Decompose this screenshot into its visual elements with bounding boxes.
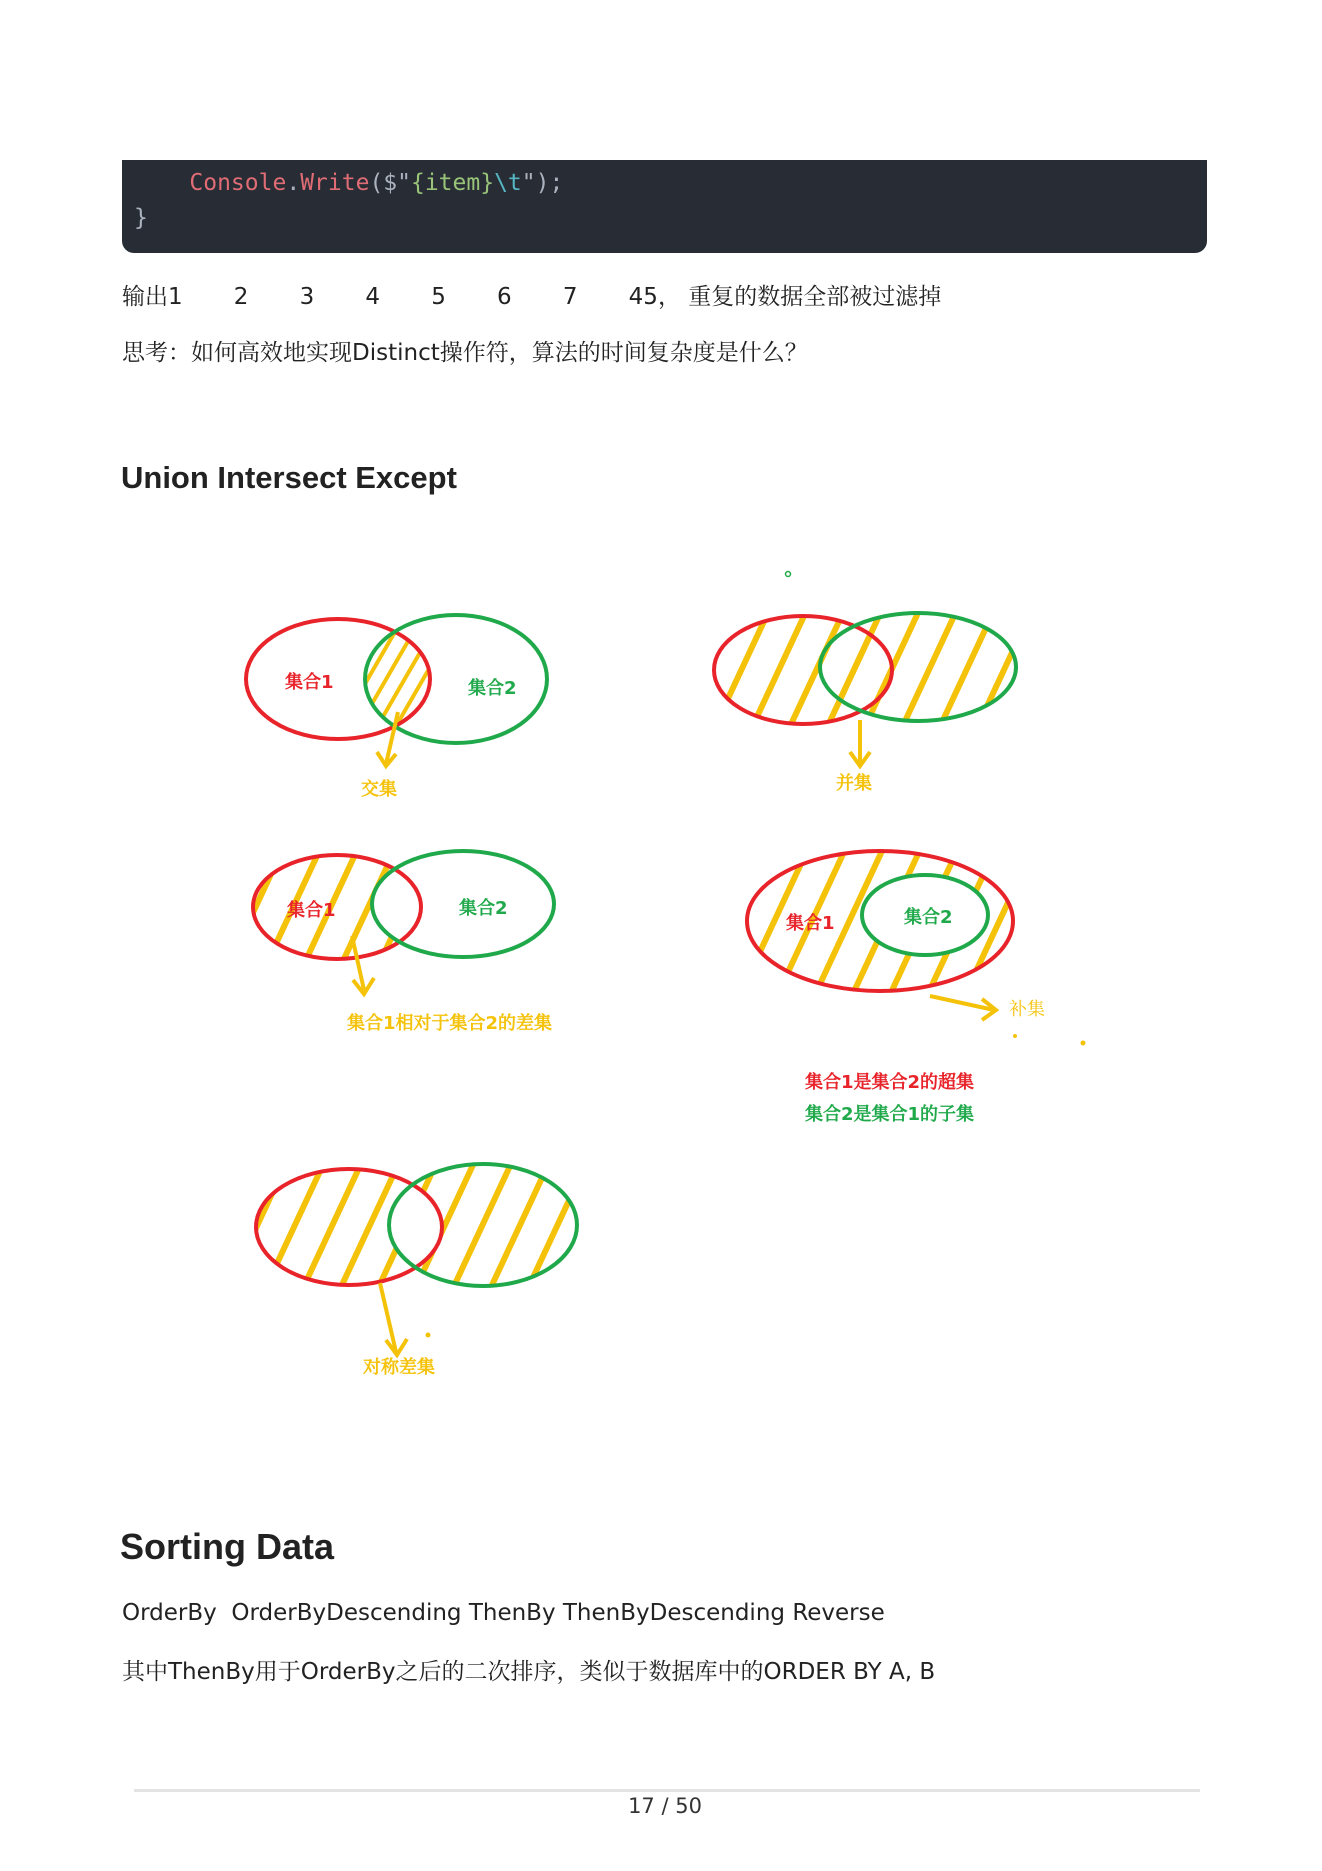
label-difference: 集合1相对于集合2的差集 — [347, 1013, 553, 1034]
footer-rule — [134, 1789, 1200, 1792]
code-escape: \t — [494, 170, 522, 196]
set-operations-diagram — [0, 540, 1322, 1420]
page-number: 17 / 50 — [628, 1794, 702, 1818]
label-union: 并集 — [836, 773, 872, 794]
code-block — [122, 160, 1207, 253]
label-subset: 集合2是集合1的子集 — [805, 1104, 975, 1125]
label-intersection: 交集 — [361, 779, 397, 800]
symmetric-diff-diagram — [250, 1160, 585, 1378]
sorting-methods: OrderBy OrderByDescending ThenBy ThenByDescending Reverse — [122, 1600, 885, 1626]
code-method: Write — [300, 170, 370, 196]
output-paragraph: 输出1 2 3 4 5 6 7 45， 重复的数据全部被过滤掉 — [122, 284, 942, 310]
label-symmetric: 对称差集 — [363, 1357, 435, 1378]
heading-sorting-data: Sorting Data — [120, 1526, 335, 1567]
sorting-note: 其中ThenBy用于OrderBy之后的二次排序，类似于数据库中的ORDER BY A, B — [122, 1659, 936, 1685]
label-complement: 补集 — [1009, 999, 1045, 1020]
thinking-paragraph: 思考：如何高效地实现Distinct操作符，算法的时间复杂度是什么？ — [122, 340, 808, 366]
code-class: Console — [189, 170, 287, 196]
superset-diagram — [740, 840, 1086, 1125]
label-diff-set1: 集合1 — [287, 900, 336, 921]
code-line-2: } — [134, 205, 148, 231]
label-set2: 集合2 — [468, 678, 517, 699]
code-interp: {item} — [410, 170, 495, 196]
label-set1: 集合1 — [285, 672, 334, 693]
label-superset: 集合1是集合2的超集 — [805, 1072, 975, 1093]
difference-diagram — [240, 840, 554, 1034]
code-line-1: Console.Write($"{item}\t"); — [189, 170, 564, 196]
label-diff-set2: 集合2 — [459, 898, 508, 919]
intersection-diagram — [246, 615, 547, 800]
heading-union-intersect-except: Union Intersect Except — [121, 460, 457, 495]
union-diagram — [700, 572, 1050, 795]
label-super-set1: 集合1 — [786, 913, 835, 934]
label-super-set2: 集合2 — [904, 907, 953, 928]
